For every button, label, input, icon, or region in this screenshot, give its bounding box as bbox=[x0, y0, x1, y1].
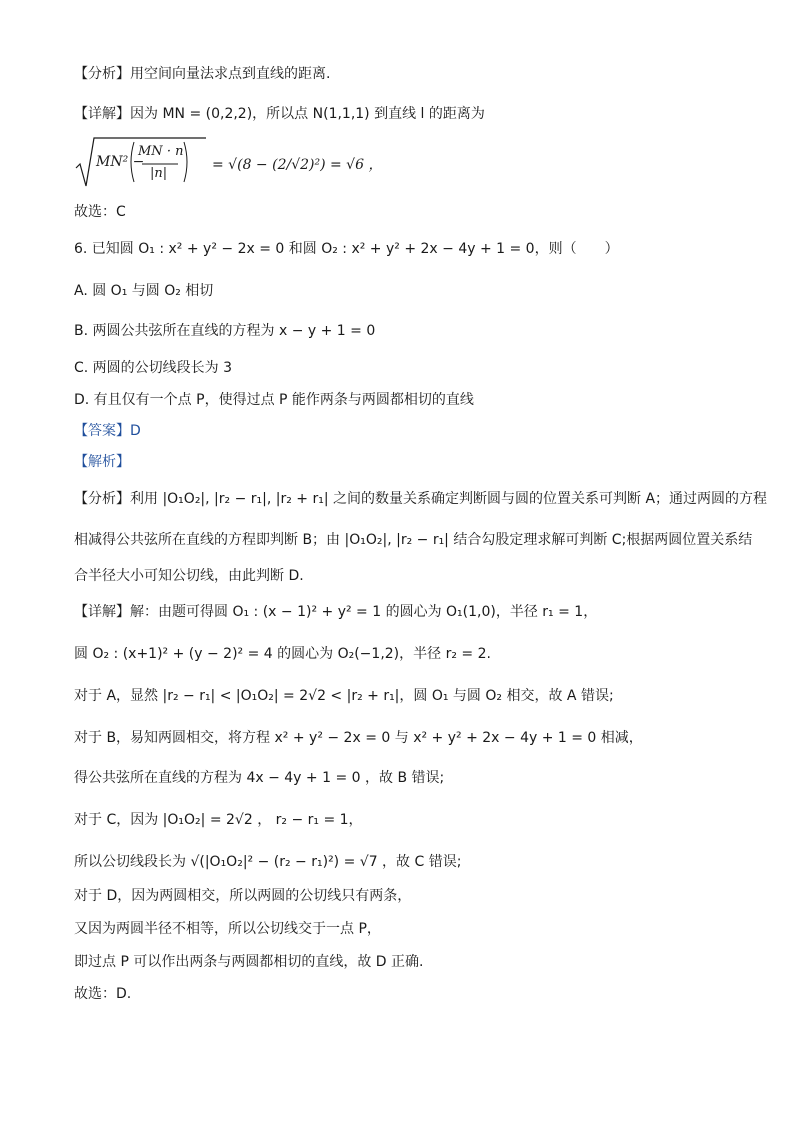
analysis-line-3: 相减得公共弦所在直线的方程即判断 B；由 |O₁O₂|, |r₂ − r₁| 结合勾股定理求解可判断 C;根据两圆位置关系结 bbox=[74, 532, 753, 548]
analysis-line-1: 【分析】用空间向量法求点到直线的距离. bbox=[74, 66, 331, 82]
detail-line-1: 【详解】因为 MN = (0,2,2)，所以点 N(1,1,1) 到直线 l 的距离为 bbox=[74, 106, 485, 122]
analysis-line-4: 合半径大小可知公切线，由此判断 D. bbox=[74, 568, 304, 584]
option-b: B. 两圆公共弦所在直线的方程为 x − y + 1 = 0 bbox=[74, 323, 376, 339]
option-d: D. 有且仅有一个点 P，使得过点 P 能作两条与两圆都相切的直线 bbox=[74, 392, 474, 408]
detail-line-b2: 得公共弦所在直线的方程为 4x − 4y + 1 = 0 ，故 B 错误; bbox=[74, 770, 445, 786]
option-a: A. 圆 O₁ 与圆 O₂ 相切 bbox=[74, 283, 214, 299]
final-choice: 故选：D. bbox=[74, 986, 132, 1002]
detail-line-c1: 对于 C，因为 |O₁O₂| = 2√2 ， r₂ − r₁ = 1， bbox=[74, 812, 363, 828]
detail-line-a: 对于 A，显然 |r₂ − r₁| < |O₁O₂| = 2√2 < |r₂ + r₁|，圆 O₁ 与圆 O₂ 相交，故 A 错误; bbox=[74, 688, 614, 704]
detail-line-d1: 对于 D，因为两圆相交，所以两圆的公切线只有两条， bbox=[74, 888, 412, 904]
formula-numerator: MN · n bbox=[138, 144, 184, 159]
question-6-stem: 6. 已知圆 O₁ : x² + y² − 2x = 0 和圆 O₂ : x² + y² + 2x − 4y + 1 = 0，则（ ） bbox=[74, 241, 619, 257]
detail-line-d3: 即过点 P 可以作出两条与两圆都相切的直线，故 D 正确. bbox=[74, 954, 424, 970]
detail-line-2: 【详解】解：由题可得圆 O₁ : (x − 1)² + y² = 1 的圆心为 O₁(1,0)，半径 r₁ = 1， bbox=[74, 604, 598, 620]
solution-heading: 【解析】 bbox=[74, 454, 130, 470]
formula-part-d: = √(8 − (2/√2)²) = √6 ， bbox=[212, 157, 383, 173]
answer-heading: 【答案】D bbox=[74, 423, 141, 439]
option-c: C. 两圆的公切线段长为 3 bbox=[74, 360, 233, 376]
detail-line-d2: 又因为两圆半径不相等，所以公切线交于一点 P， bbox=[74, 921, 381, 937]
detail-line-3: 圆 O₂ : (x+1)² + (y − 2)² = 4 的圆心为 O₂(−1,2)，半径 r₂ = 2. bbox=[74, 646, 491, 662]
choice-line-5: 故选：C bbox=[74, 204, 126, 220]
detail-line-c2: 所以公切线段长为 √(|O₁O₂|² − (r₂ − r₁)²) = √7 ，故 C 错误; bbox=[74, 854, 462, 870]
analysis-line-2: 【分析】利用 |O₁O₂|, |r₂ − r₁|, |r₂ + r₁| 之间的数量关系确定判断圆与圆的位置关系可判断 A；通过两圆的方程 bbox=[74, 491, 768, 507]
formula-part-a: MN² − bbox=[96, 154, 145, 170]
distance-formula bbox=[74, 134, 383, 190]
formula-denominator: |n| bbox=[150, 166, 168, 181]
detail-line-b1: 对于 B，易知两圆相交，将方程 x² + y² − 2x = 0 与 x² + y² + 2x − 4y + 1 = 0 相减， bbox=[74, 730, 643, 746]
